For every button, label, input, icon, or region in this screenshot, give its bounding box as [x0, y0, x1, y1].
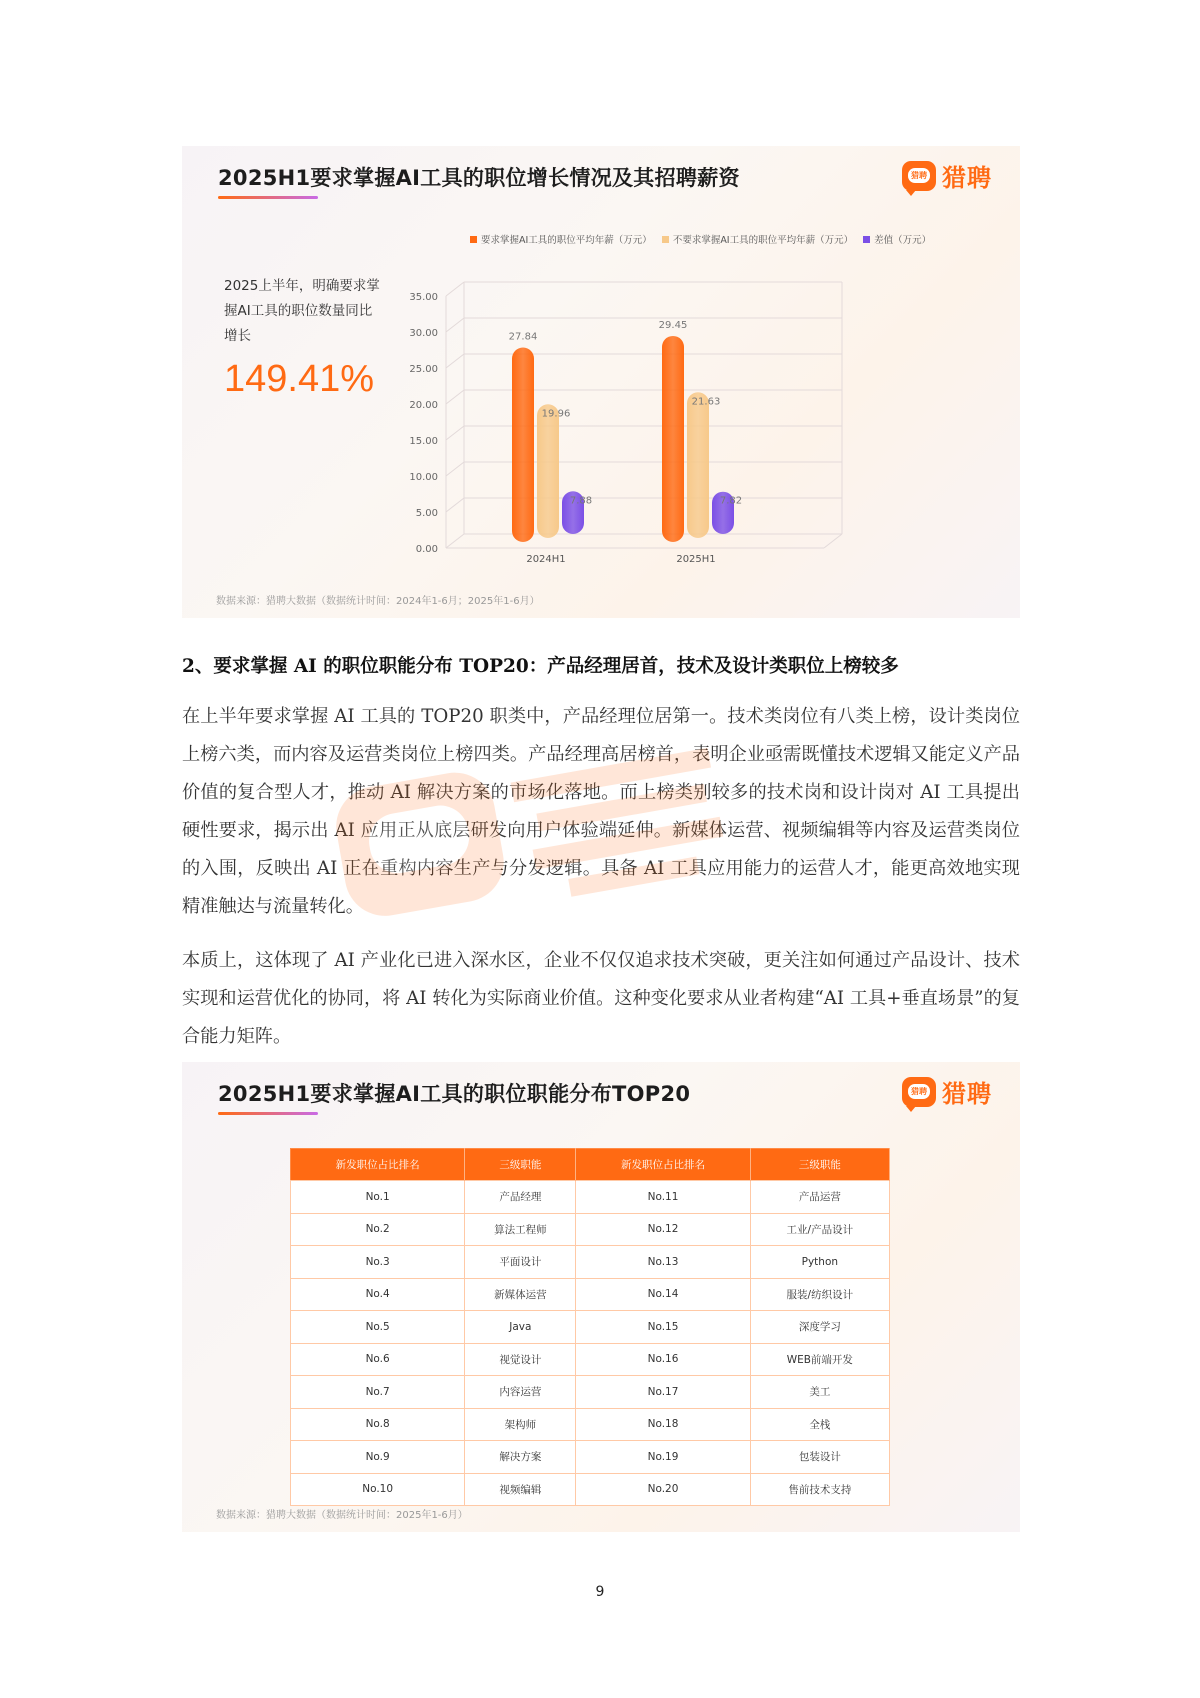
table-cell: 视觉设计 — [465, 1343, 576, 1376]
table-cell: No.4 — [291, 1278, 465, 1311]
table-cell: 产品运营 — [750, 1181, 889, 1214]
paragraph-2: 本质上，这体现了 AI 产业化已进入深水区，企业不仅仅追求技术突破，更关注如何通过产品设计、技术实现和运营优化的协同，将 AI 转化为实际商业价值。这种变化要求从业者构建“AI 工具+垂直场景”的复合能力矩阵。 — [182, 950, 1020, 1047]
title-underline — [218, 1112, 318, 1115]
table-cell: No.18 — [576, 1408, 750, 1441]
bar-ai-2025H1 — [662, 336, 684, 542]
table-cell: 服装/纺织设计 — [750, 1278, 889, 1311]
chart-source: 数据来源：猎聘大数据（数据统计时间：2024年1-6月；2025年1-6月） — [216, 596, 540, 607]
table-row — [291, 1441, 890, 1474]
grid-line — [446, 426, 464, 440]
table-cell: No.5 — [291, 1311, 465, 1344]
table-cell: No.15 — [576, 1311, 750, 1344]
table-title: 2025H1要求掌握AI工具的职位职能分布TOP20 — [218, 1082, 691, 1106]
grid-line — [446, 498, 464, 512]
legend-item-diff: 差值（万元） — [863, 232, 931, 246]
table-row — [291, 1213, 890, 1246]
table-cell: 新媒体运营 — [465, 1278, 576, 1311]
grid-line — [446, 318, 464, 332]
table-cell: No.3 — [291, 1246, 465, 1279]
header-rank-right: 新发职位占比排名 — [576, 1149, 750, 1181]
top20-table — [290, 1148, 890, 1506]
table-cell: 售前技术支持 — [750, 1473, 889, 1506]
table-cell: 美工 — [750, 1376, 889, 1409]
kpi-description: 2025上半年，明确要求掌握AI工具的职位数量同比增长 — [224, 278, 380, 344]
data-label: 27.84 — [508, 331, 538, 343]
y-tick-label: 20.00 — [409, 400, 438, 411]
table-cell: 视频编辑 — [465, 1473, 576, 1506]
data-label: 29.45 — [658, 319, 688, 331]
bar-chart — [182, 146, 1020, 618]
table-cell: No.2 — [291, 1213, 465, 1246]
x-category-label: 2025H1 — [676, 554, 716, 565]
table-row — [291, 1376, 890, 1409]
y-tick-label: 30.00 — [409, 328, 438, 339]
grid-line — [446, 354, 464, 368]
bar-ai-2024H1 — [512, 348, 534, 542]
table-row — [291, 1246, 890, 1279]
y-tick-label: 0.00 — [415, 544, 438, 555]
bar-non-ai-2024H1 — [537, 404, 559, 538]
grid-line — [446, 462, 464, 476]
logo-text: 猎聘 — [942, 1080, 992, 1108]
table-cell: 平面设计 — [465, 1246, 576, 1279]
table-cell: No.10 — [291, 1473, 465, 1506]
table-cell: No.19 — [576, 1441, 750, 1474]
header-function-left: 三级职能 — [465, 1149, 576, 1181]
y-tick-label: 25.00 — [409, 364, 438, 375]
table-cell: No.16 — [576, 1343, 750, 1376]
table-cell: 算法工程师 — [465, 1213, 576, 1246]
table-cell: No.14 — [576, 1278, 750, 1311]
table-cell: No.13 — [576, 1246, 750, 1279]
header-rank-left: 新发职位占比排名 — [291, 1149, 465, 1181]
table-cell: Java — [465, 1311, 576, 1344]
legend-item-ai-salary: 要求掌握AI工具的职位平均年薪（万元） — [470, 232, 652, 246]
grid-line — [446, 282, 464, 296]
data-label: 7.88 — [569, 495, 593, 507]
salary-chart-card — [182, 146, 1020, 618]
table-cell: 深度学习 — [750, 1311, 889, 1344]
header-function-right: 三级职能 — [750, 1149, 889, 1181]
floor-right — [824, 534, 842, 548]
table-row — [291, 1278, 890, 1311]
table-cell: No.12 — [576, 1213, 750, 1246]
y-tick-label: 5.00 — [415, 508, 438, 519]
table-cell: No.17 — [576, 1376, 750, 1409]
data-label: 19.96 — [541, 408, 571, 420]
table-cell: 全栈 — [750, 1408, 889, 1441]
data-label: 7.82 — [719, 495, 743, 507]
legend-item-non-ai-salary: 不要求掌握AI工具的职位平均年薪（万元） — [662, 232, 853, 246]
chart-title: 2025H1要求掌握AI工具的职位增长情况及其招聘薪资 — [218, 166, 740, 190]
table-row — [291, 1181, 890, 1214]
table-cell: 架构师 — [465, 1408, 576, 1441]
liepin-logo — [902, 1074, 992, 1109]
page-number: 9 — [595, 1584, 605, 1600]
table-source: 数据来源：猎聘大数据（数据统计时间：2025年1-6月） — [216, 1510, 468, 1521]
table-cell: No.7 — [291, 1376, 465, 1409]
table-cell: 产品经理 — [465, 1181, 576, 1214]
bar-non-ai-2025H1 — [687, 392, 709, 538]
table-cell: No.9 — [291, 1441, 465, 1474]
top20-card — [182, 1062, 1020, 1532]
table-cell: No.8 — [291, 1408, 465, 1441]
table-cell: Python — [750, 1246, 889, 1279]
liepin-logo-icon: 猎聘 — [902, 161, 936, 191]
table-row — [291, 1311, 890, 1344]
x-category-label: 2024H1 — [526, 554, 566, 565]
table-cell: No.20 — [576, 1473, 750, 1506]
paragraph-1: 在上半年要求掌握 AI 工具的 TOP20 职类中，产品经理位居第一。技术类岗位有八类上榜，设计类岗位上榜六类，而内容及运营类岗位上榜四类。产品经理高居榜首，表明企业亟需既懂技术逻辑又能定义产品价值的复合型人才，推动 AI 解决方案的市场化落地。而上榜类别较多的技术岗和设计岗对 AI 工具提出硬性要求，揭示出 AI 应用正从底层研发向用户体验端延伸。新媒体运营、视频编辑等内容及运营类岗位的入围，反映出 AI 正在重构内容生产与分发逻辑。具备 AI 工具应用能力的运营人才，能更高效地实现精准触达与流量转化。 — [182, 706, 1020, 917]
section-heading: 2、要求掌握 AI 的职位职能分布 TOP20：产品经理居首，技术及设计类职位上榜较多 — [182, 656, 899, 677]
logo-text: 猎聘 — [942, 164, 992, 192]
grid-line — [446, 534, 464, 548]
table-row — [291, 1473, 890, 1506]
table-cell: No.11 — [576, 1181, 750, 1214]
table-cell: 工业/产品设计 — [750, 1213, 889, 1246]
table-cell: No.1 — [291, 1181, 465, 1214]
liepin-logo-icon: 猎聘 — [902, 1077, 936, 1107]
y-tick-label: 10.00 — [409, 472, 438, 483]
table-cell: 解决方案 — [465, 1441, 576, 1474]
table-row — [291, 1408, 890, 1441]
grid-line — [446, 390, 464, 404]
table-cell: 内容运营 — [465, 1376, 576, 1409]
table-cell: WEB前端开发 — [750, 1343, 889, 1376]
kpi-growth-value: 149.41% — [224, 358, 375, 400]
table-cell: 包装设计 — [750, 1441, 889, 1474]
y-tick-label: 15.00 — [409, 436, 438, 447]
table-header-row — [291, 1149, 890, 1181]
data-label: 21.63 — [691, 396, 721, 408]
table-row — [291, 1343, 890, 1376]
table-cell: No.6 — [291, 1343, 465, 1376]
y-tick-label: 35.00 — [409, 292, 438, 303]
